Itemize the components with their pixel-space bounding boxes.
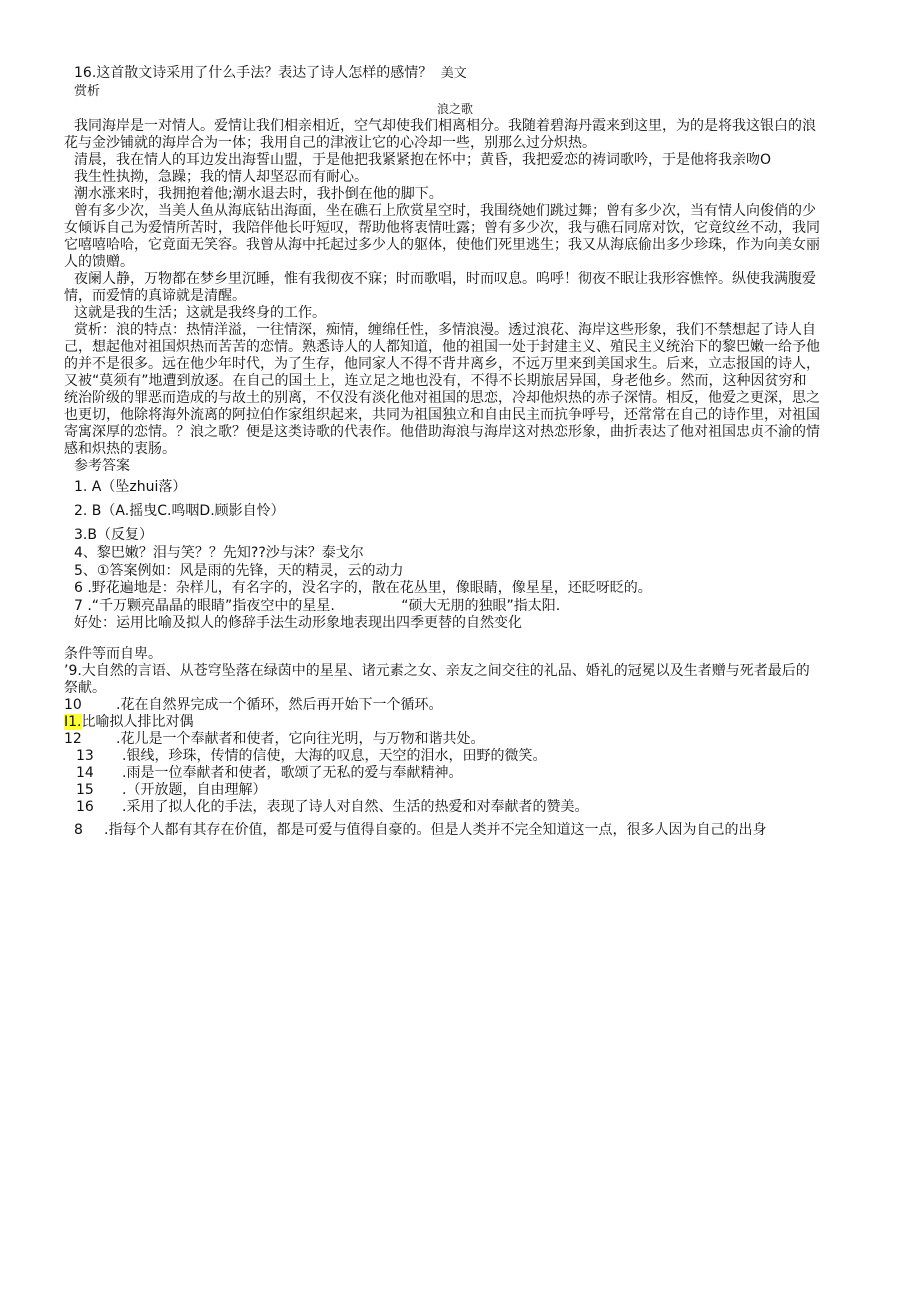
poem-line: 花与金沙铺就的海岸合为一体；我用自己的津液让它的心冷却一些，别那么过分炽热。: [64, 135, 596, 151]
poem-line: 女倾诉自己为爱情所苦时，我陪伴他长吁短叹，帮助他将衷情吐露；曾有多少次，我与礁石同席对饮，它竟纹丝不动，我同: [64, 220, 820, 236]
question-text: 16.这首散文诗采用了什么手法？表达了诗人怎样的感情？: [74, 65, 433, 81]
poem-line: 清晨，我在情人的耳边发出海誓山盟，于是他把我紧紧抱在怀中；黄昏，我把爱恋的祷词歌吟，于是他将我亲吻O: [74, 152, 772, 168]
answer-15: [76, 782, 266, 799]
answer-text: .花在自然界完成一个循环，然后再开始下一个循环。: [116, 697, 443, 713]
answer-10: [64, 697, 442, 714]
answer-5: 5、①答案例如：风是雨的先锋，天的精灵，云的动力: [74, 563, 404, 579]
answer-9: ’9.大自然的言语、从苍穹坠落在绿茵中的星星、诸元素之女、亲友之间交往的礼品、婚礼的冠冕以及生者赠与死者最后的: [64, 663, 810, 679]
answer-text: .银线，珍珠，传情的信使，大海的叹息，天空的泪水，田野的微笑。: [122, 748, 547, 764]
answer-14: [76, 765, 462, 782]
answer-16: [76, 799, 588, 816]
answer-13: [76, 748, 546, 765]
answer-7-benefit: 好处：运用比喻及拟人的修辞手法生动形象地表现出四季更替的自然变化: [74, 615, 522, 631]
answer-2: 2. B（A.摇曳C.鸣咽D.顾影自怜）: [74, 503, 285, 519]
answer-text: .指每个人都有其存在价值，都是可爱与值得自豪的。但是人类并不完全知道这一点，很多人因为自己的出身: [104, 822, 767, 838]
answer-text: 比喻拟人排比对偶: [81, 714, 194, 730]
answer-text: .雨是一位奉献者和使者，歌颂了无私的爱与奉献精神。: [122, 765, 463, 781]
answer-number: 12: [64, 731, 82, 747]
analysis-line: 感和炽热的衷肠。: [64, 441, 176, 457]
answer-3: 3.B（反复）: [74, 527, 153, 543]
answer-6: 6 .野花遍地是：杂样儿，有名字的，没名字的，散在花丛里，像眼睛，像星星，还眨呀眨的。: [74, 580, 652, 596]
poem-line: 情，而爱情的真谛就是清醒。: [64, 288, 246, 304]
answer-number: 13: [76, 748, 94, 764]
poem-line: 我同海岸是一对情人。爱情让我们相亲相近，空气却使我们相离相分。我随着碧海丹霞来到这里，为的是将我这银白的浪: [74, 118, 816, 134]
answer-7: [74, 598, 560, 615]
question-tag-line2: 赏析: [74, 84, 101, 99]
answer-number: 16: [76, 799, 94, 815]
poem-line: 曾有多少次，当美人鱼从海底钻出海面，坐在礁石上欣赏星空时，我围绕她们跳过舞；曾有多少次，当有情人向俊俏的少: [74, 203, 816, 219]
analysis-line: 统治阶级的罪恶而造成的与故土的别离，不仅没有淡化他对祖国的思恋，冷却他炽热的赤子深情。相反，他爱之更深，思之: [64, 390, 820, 406]
question-16: [74, 65, 467, 82]
answer-12: [64, 731, 484, 748]
answer-7-right: “硕大无朋的独眼”指太阳.: [401, 598, 561, 614]
poem-line: 它嘻嘻哈哈，它竟面无笑容。我曾从海中托起过多少人的躯体，使他们死里逃生；我又从海底偷出多少珍珠，作为向美女丽: [64, 237, 820, 253]
analysis-line: 己，想起他对祖国炽热而苦苦的恋情。熟悉诗人的人都知道，他的祖国一处于封建主义、殖民主义统治下的黎巴嫩一给予他: [64, 339, 820, 355]
answer-text: .（开放题，自由理解）: [122, 782, 267, 798]
answer-8-continuation: 条件等而自卑。: [64, 646, 162, 662]
answer-number: 15: [76, 782, 94, 798]
answer-text: .花儿是一个奉献者和使者，它向往光明，与万物和谐共处。: [116, 731, 485, 747]
answer-7-left: 7 .“千万颗亮晶晶的眼睛”指夜空中的星星.: [74, 598, 335, 614]
answer-text: .采用了拟人化的手法，表现了诗人对自然、生活的热爱和对奉献者的赞美。: [122, 799, 589, 815]
poem-line: 人的馈赠。: [64, 254, 134, 270]
poem-title: 浪之歌: [437, 102, 474, 116]
answers-heading: 参考答案: [74, 458, 130, 474]
analysis-line: 的并不是很多。远在他少年时代，为了生存，他同家人不得不背井离乡，不远万里来到美国求生。后来，立志报国的诗人，: [64, 356, 820, 372]
poem-line: 潮水涨来时，我拥抱着他;潮水退去时，我扑倒在他的脚下。: [74, 186, 443, 202]
answer-9-cont: 祭献。: [64, 680, 106, 696]
answer-number: 10: [64, 697, 82, 713]
answer-number: 8: [74, 822, 83, 838]
question-tag: 美文: [440, 66, 467, 81]
answer-1: 1. A（坠zhui落）: [74, 479, 187, 495]
answer-11: [64, 714, 194, 731]
poem-line: 我生性执拗，急躁；我的情人却坚忍而有耐心。: [74, 169, 368, 185]
poem-line: 这就是我的生活；这就是我终身的工作。: [74, 305, 326, 321]
analysis-line: 又被“莫须有”地遭到放逐。在自己的国土上，连立足之地也没有，不得不长期旅居异国，身老他乡。然而，这种因贫穷和: [64, 373, 807, 389]
answer-8: [74, 822, 766, 839]
poem-line: 夜阑人静，万物都在梦乡里沉睡，惟有我彻夜不寐；时而歌唱，时而叹息。呜呼！彻夜不眠让我形容憔悴。纵使我满腹爱: [74, 271, 816, 287]
analysis-line: 赏析：浪的特点：热情洋溢，一往情深，痴情，缠绵任性，多情浪漫。透过浪花、海岸这些形象，我们不禁想起了诗人自: [74, 322, 816, 338]
answer-number-highlighted: I1.: [64, 714, 82, 730]
answer-number: 14: [76, 765, 94, 781]
answer-4: 4、黎巴嫩？泪与笑？？先知??沙与沫？泰戈尔: [74, 545, 364, 561]
analysis-line: 也更切，他除将海外流离的阿拉伯作家组织起来，共同为祖国独立和自由民主而抗争呼号，还常常在自己的诗作里，对祖国: [64, 407, 820, 423]
analysis-line: 寄寓深厚的恋情。？浪之歌？便是这类诗歌的代表作。他借助海浪与海岸这对热恋形象，曲折表达了他对祖国忠贞不渝的情: [64, 424, 820, 440]
